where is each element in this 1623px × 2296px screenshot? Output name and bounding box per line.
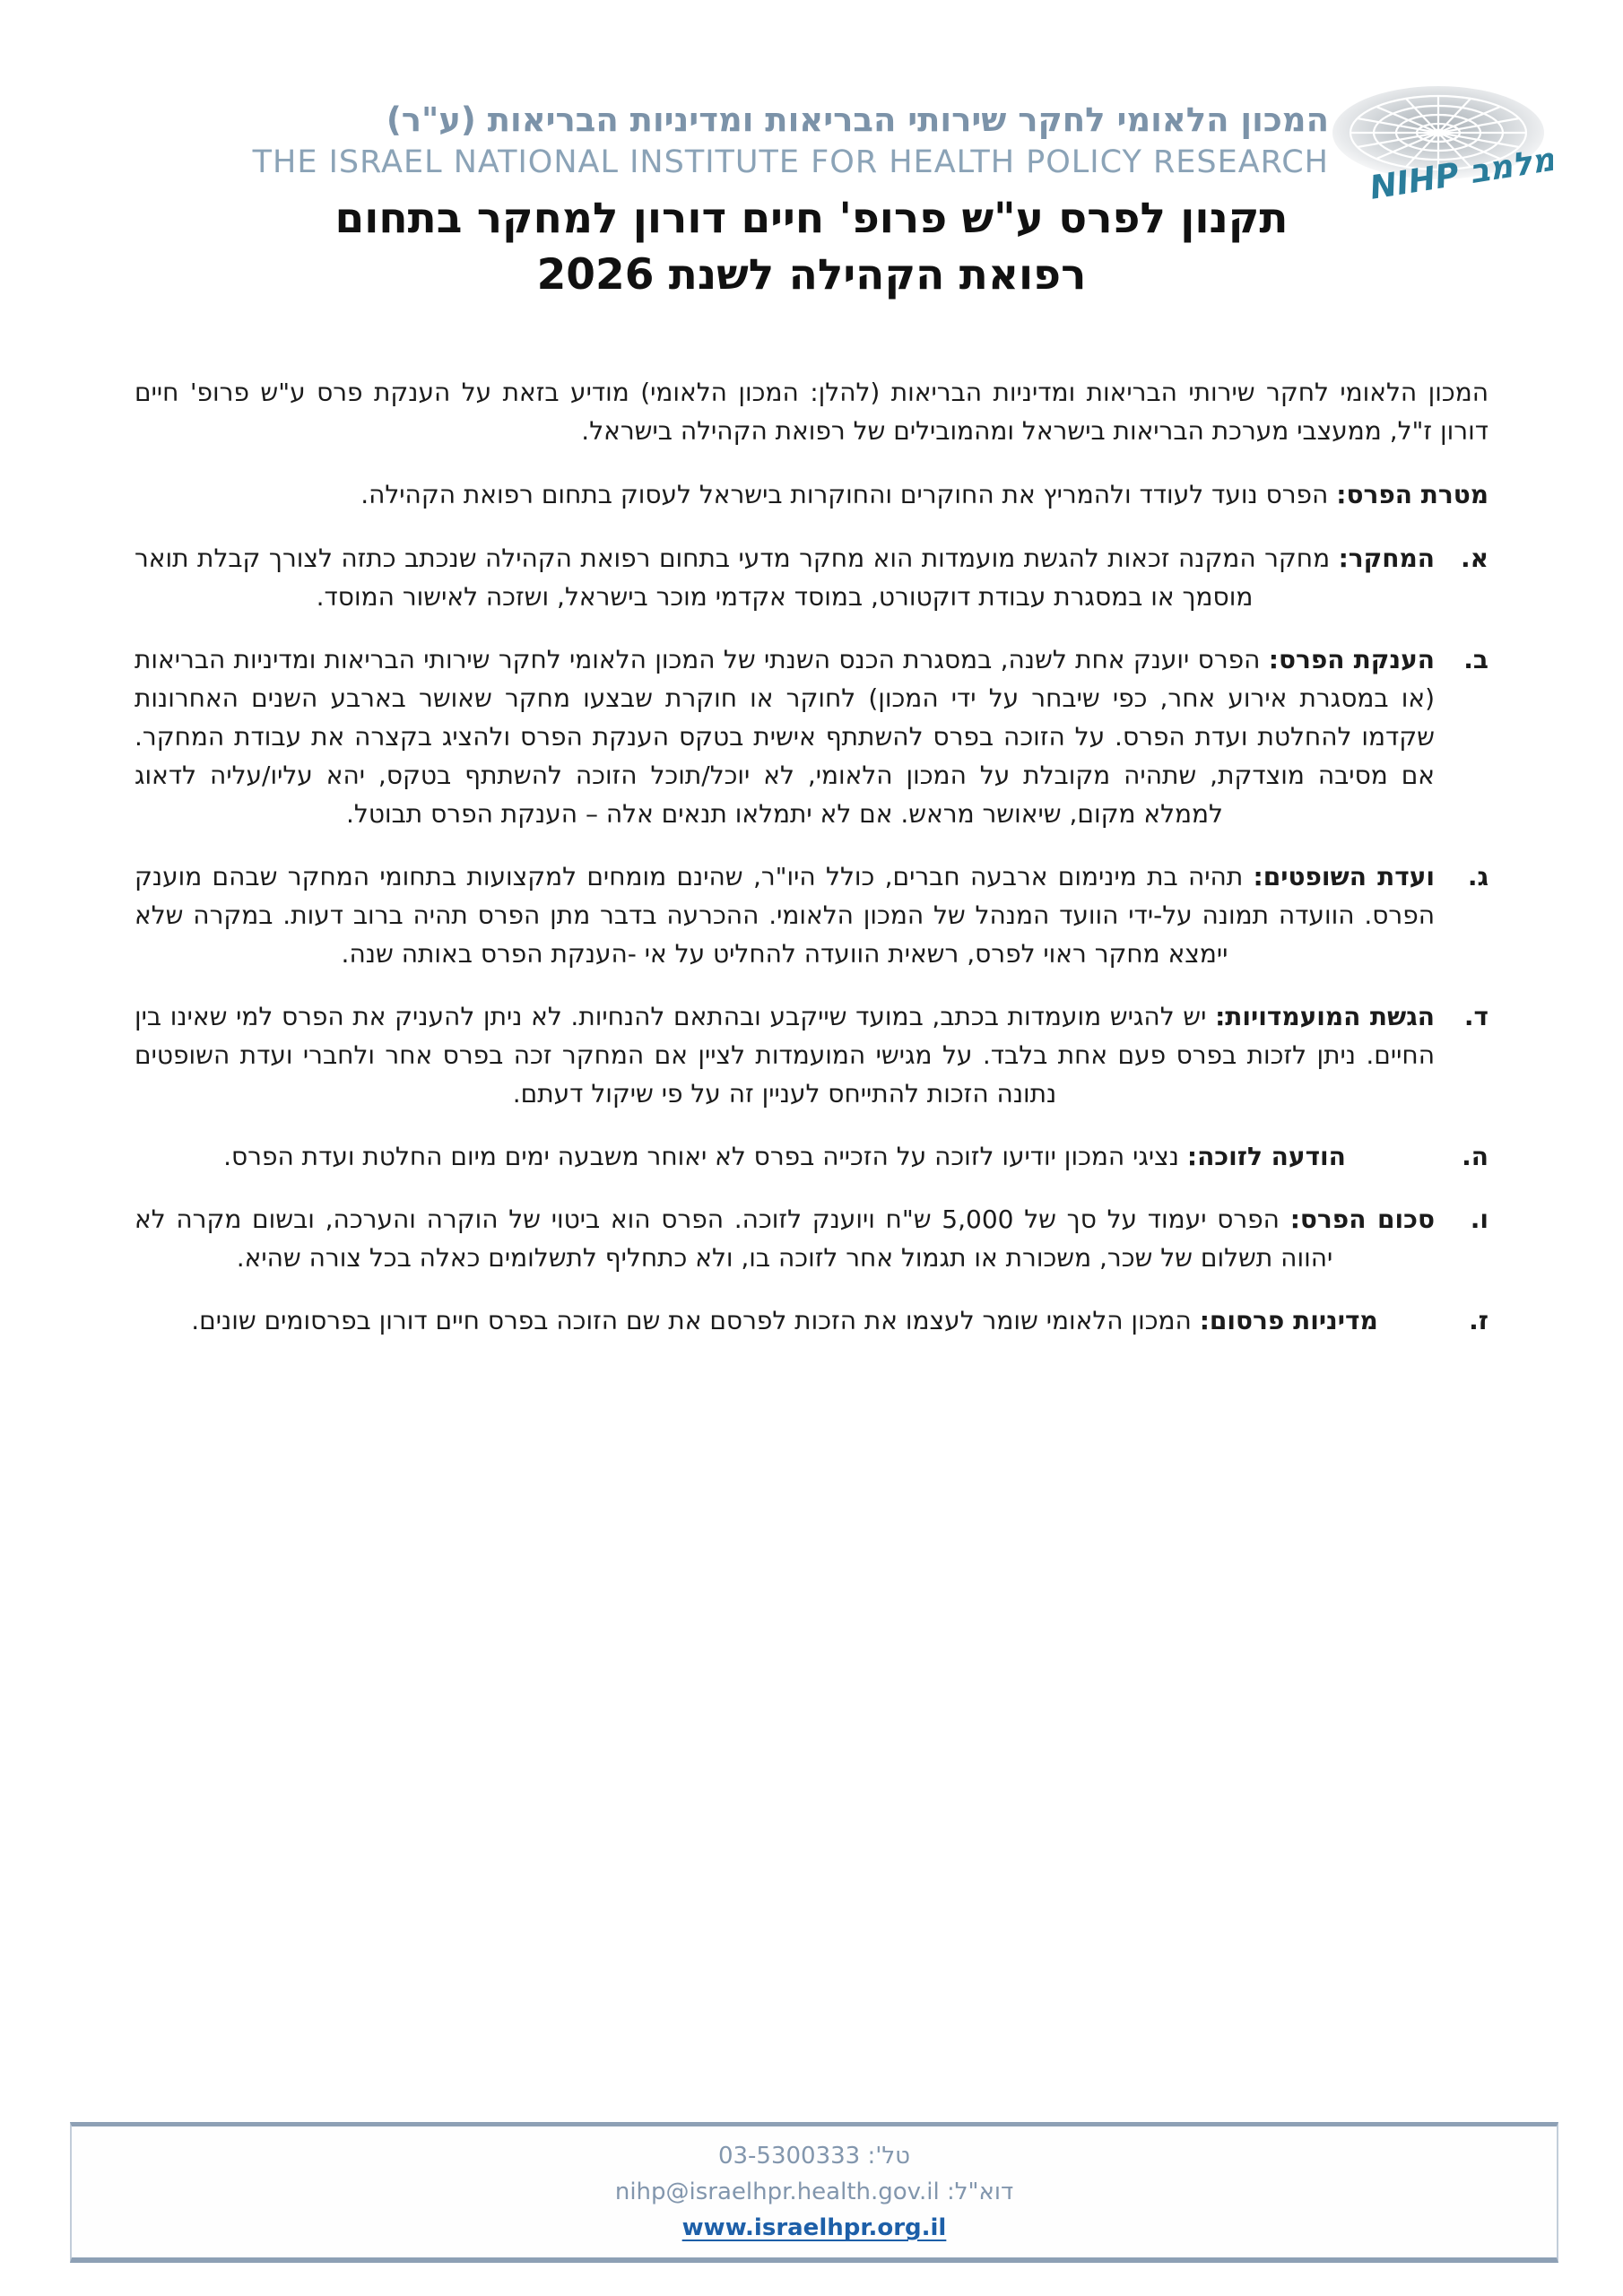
item-letter: ד. (1463, 1002, 1488, 1031)
phone-line (718, 2143, 910, 2170)
regulation-item (135, 539, 1488, 616)
phone-number: 03-5300333 (717, 2143, 861, 2170)
title-line-2: רפואת הקהילה לשנת 2026 (536, 250, 1087, 300)
item-body: תהיה בת מינימום ארבעה חברים, כולל היו"ר, שהינם מומחים למקצועות בתחומי המחקר שבהם מוענק הפרס. הוועדה תמונה על-ידי הוועד המנהל של המכון הלאומי. ההכרעה בדבר מתן הפרס תהיה ברוב דעות. במקרה שלא יימצא מחקר ראוי לפרס, רשאית הוועדה להחליט על אי -הענקת הפרס באותה שנה. (135, 862, 1435, 969)
radar-web-icon (1329, 77, 1553, 210)
email-line (615, 2179, 1013, 2205)
phone-label: טל': (867, 2143, 911, 2170)
item-label: המחקר: (1338, 544, 1435, 573)
regulation-item (135, 1137, 1488, 1176)
item-label: ועדת השופטים: (1253, 862, 1436, 891)
org-name-hebrew: המכון הלאומי לחקר שירותי הבריאות ומדיניות הבריאות (ע"ר) (386, 100, 1329, 139)
regulation-item-text (135, 640, 1435, 833)
regulation-item (135, 640, 1488, 833)
item-label: מדיניות פרסום: (1199, 1306, 1378, 1335)
header (63, 86, 1558, 210)
item-body: מחקר המקנה זכאות להגשת מועמדות הוא מחקר מדעי בתחום רפואת הקהילה שנכתב כתזה לצורך קבלת תואר מוסמך או במסגרת עבודת דוקטורט, במוסד אקדמי מוכר בישראל, ושזכה לאישור המוסד. (135, 544, 1331, 612)
website-line (682, 2214, 947, 2241)
item-label: הגשת המועמדויות: (1215, 1002, 1435, 1031)
title-line-1: תקנון לפרס ע"ש פרופ' חיים דורון למחקר בתחום (334, 194, 1289, 243)
item-letter: א. (1460, 544, 1488, 573)
item-body: הפרס יעמוד על סך של 5,000 ש"ח ויוענק לזוכה. הפרס הוא ביטוי של הוקרה והערכה, ובשום מקרה לא יהווה תשלום של שכר, משכורת או תגמול אחר לזוכה בו, ולא כתחליף לתשלומים כאלה בכל צורה שהיא. (135, 1205, 1333, 1273)
intro-paragraph: המכון הלאומי לחקר שירותי הבריאות ומדיניות הבריאות (להלן: המכון הלאומי) מודיע בזאת על הענקת פרס ע"ש פרופ' חיים דורון ז"ל, ממעצבי מערכת הבריאות בישראל ומהמובילים של רפואת הקהילה בישראל. (135, 378, 1488, 446)
purpose-paragraph (135, 475, 1488, 514)
regulation-item (135, 857, 1488, 973)
item-letter: ה. (1462, 1142, 1488, 1171)
regulation-item-text (135, 857, 1435, 973)
item-body: הפרס יוענק אחת לשנה, במסגרת הכנס השנתי של המכון הלאומי לחקר שירותי הבריאות ומדיניות הבריאות (או במסגרת אירוע אחר, כפי שיבחר על ידי המכון) לחוקר או חוקרת שבצעו מחקר שאושר בארבע השנים האחרונות שקדמו להחלטת ועדת הפרס. על הזוכה בפרס להשתתף אישית בטקס הענקת הפרס ולהציג בקצרה את עבודת המחקר. אם מסיבה מוצדקת, שתהיה מקובלת על המכון הלאומי, לא יוכל/תוכל הזוכה להשתתף בטקס, יהא עליו/עליה לדאוג לממלא מקום, שיאושר מראש. אם לא יתמלאו תנאים אלה – הענקת הפרס תבוטל. (135, 645, 1435, 829)
item-body: המכון הלאומי שומר לעצמו את הזכות לפרסם את שם הזוכה בפרס חיים דורון בפרסומים שונים. (191, 1306, 1192, 1335)
regulations-list (135, 539, 1488, 1340)
regulation-item-text (135, 1137, 1435, 1176)
item-body: נציגי המכון יודיעו לזוכה על הזכייה בפרס לא יאוחר משבעה ימים מיום החלטת ועדת הפרס. (223, 1142, 1179, 1171)
item-letter: ב. (1463, 645, 1488, 674)
purpose-label: מטרת הפרס: (1336, 480, 1488, 509)
item-letter: ו. (1470, 1205, 1488, 1234)
footer-contact-box (70, 2122, 1558, 2263)
header-text (63, 86, 1329, 183)
website-link[interactable]: www.israelhpr.org.il (681, 2214, 947, 2241)
item-body: יש להגיש מועמדות בכתב, במועד שייקבע ובהתאם להנחיות. לא ניתן להעניק את הפרס למי שאינו בין החיים. ניתן לזכות בפרס פעם אחת בלבד. על מגישי המועמדות לציין אם המחקר זכה בפרס אחר ולחברי ועדת השופטים נתונה הזכות להתייחס לעניין זה על פי שיקול דעתם. (135, 1002, 1435, 1109)
purpose-text: הפרס נועד לעודד ולהמריץ את החוקרים והחוקרות בישראל לעסוק בתחום רפואת הקהילה. (360, 480, 1329, 509)
email-label: דוא"ל: (947, 2179, 1014, 2205)
item-label: הענקת הפרס: (1268, 645, 1435, 674)
regulation-item (135, 1301, 1488, 1340)
regulation-item (135, 1200, 1488, 1277)
email-address: nihp@israelhpr.health.gov.il (614, 2179, 940, 2205)
regulation-item-text (135, 539, 1435, 616)
regulation-item-text (135, 997, 1435, 1113)
item-label: הודעה לזוכה: (1186, 1142, 1346, 1171)
item-letter: ג. (1467, 862, 1488, 891)
logo-text: NIHP מלמב (1367, 141, 1553, 207)
org-name-english: THE ISRAEL NATIONAL INSTITUTE FOR HEALTH POLICY RESEARCH (252, 144, 1329, 181)
item-letter: ז. (1469, 1306, 1488, 1335)
item-label: סכום הפרס: (1289, 1205, 1436, 1234)
nihp-logo (1329, 77, 1553, 210)
regulation-item-text (135, 1200, 1435, 1277)
document-body (135, 373, 1488, 1340)
regulation-item-text (135, 1301, 1435, 1340)
regulation-item (135, 997, 1488, 1113)
